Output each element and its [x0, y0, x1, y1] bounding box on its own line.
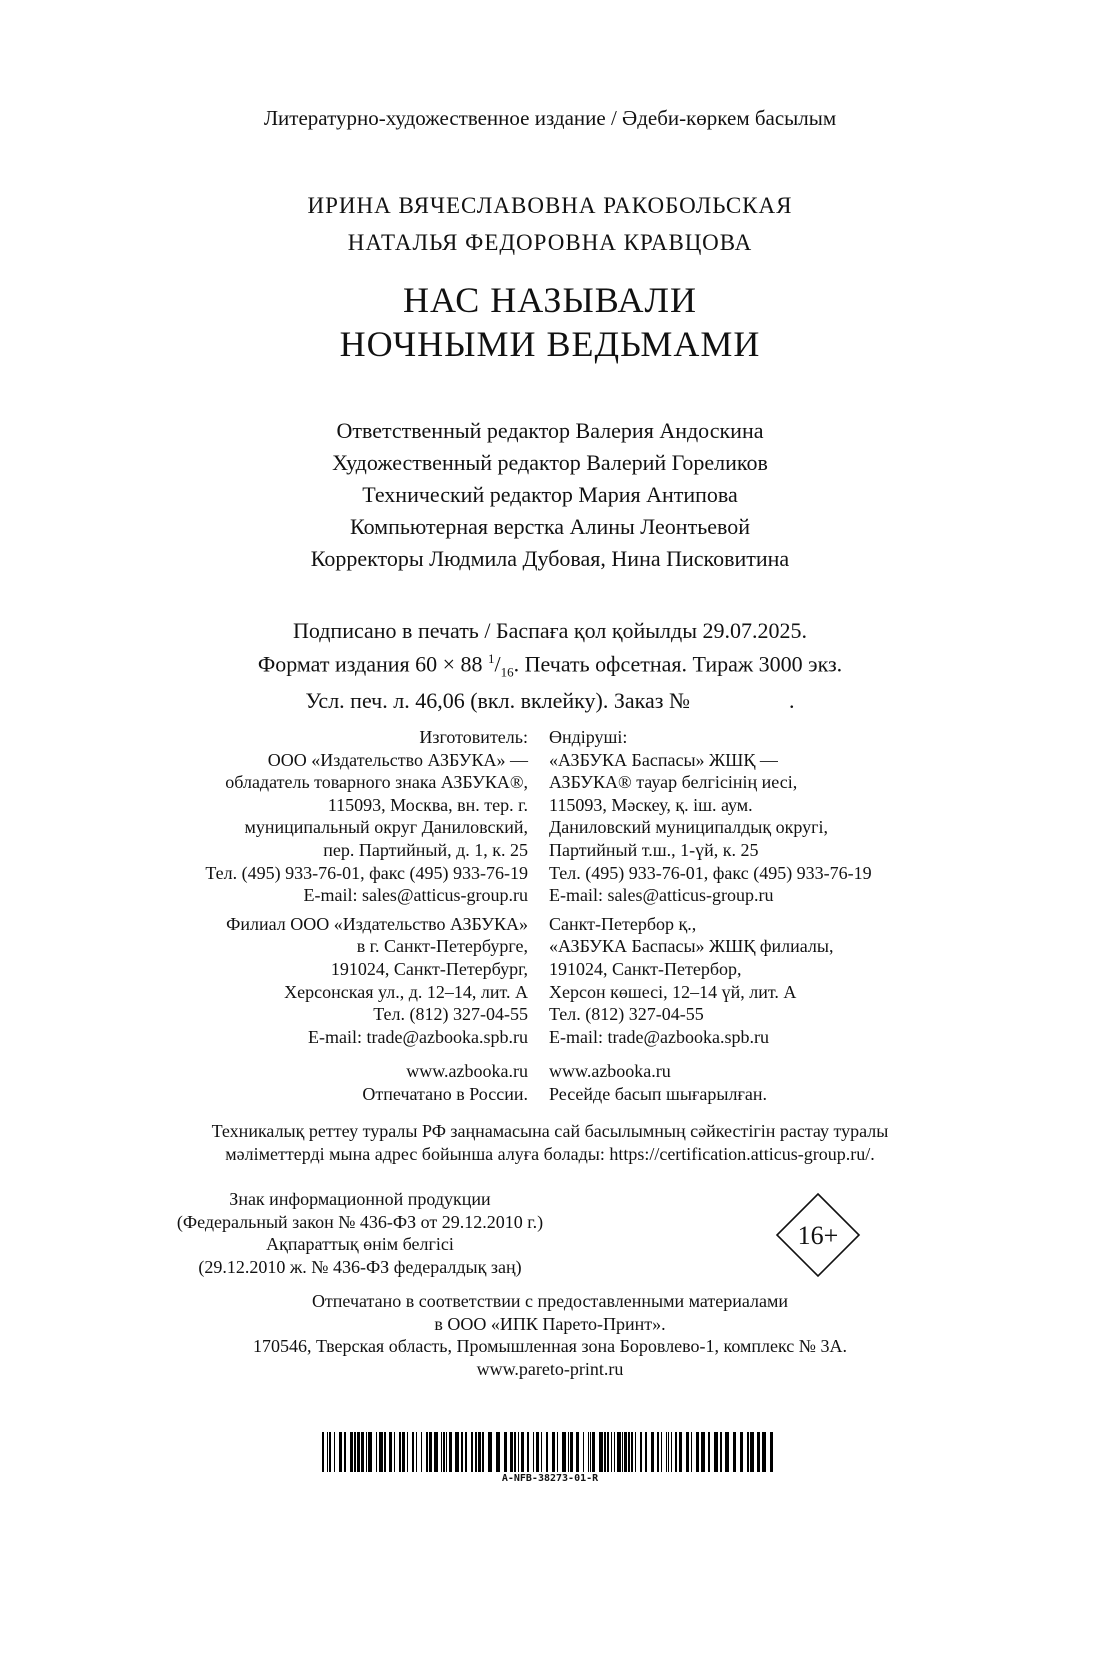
barcode-bar: [461, 1432, 463, 1472]
barcode-bar: [720, 1432, 722, 1472]
format-numerator: 1: [488, 651, 495, 666]
barcode-bar: [482, 1432, 484, 1472]
barcode-bar: [599, 1432, 603, 1472]
barcode-bar: [611, 1432, 612, 1472]
barcode-bar: [527, 1432, 529, 1472]
barcode-bar: [434, 1432, 438, 1472]
barcode-bar: [675, 1432, 677, 1472]
printer-line: 170546, Тверская область, Промышленная зона Боровлево-1, комплекс № 3А.: [253, 1336, 847, 1356]
order-line: Усл. печ. л. 46,06 (вкл. вклейку). Заказ № .: [305, 687, 795, 713]
info-sign-line: (29.12.2010 ж. № 436-ФЗ федералдық заң): [198, 1256, 522, 1277]
branch-ru-line: Херсонская ул., д. 12–14, лит. А: [284, 981, 528, 1002]
barcode-bar: [576, 1432, 579, 1472]
barcode-bar: [645, 1432, 647, 1472]
manufacturer-kz-line: Даниловский муниципалдық округі,: [549, 817, 828, 838]
branch-ru-line: E-mail: trade@azbooka.spb.ru: [308, 1026, 528, 1047]
barcode-bar: [471, 1432, 473, 1472]
barcode-bar: [661, 1432, 662, 1472]
book-title-line-2: НОЧНЫМИ ВЕДЬМАМИ: [339, 324, 761, 364]
barcode-bar: [657, 1432, 659, 1472]
credit-line: Технический редактор Мария Антипова: [362, 482, 738, 507]
manufacturer-ru-line: пер. Партийный, д. 1, к. 25: [323, 839, 528, 860]
barcode-bar: [733, 1432, 736, 1472]
barcode-bar: [546, 1432, 548, 1472]
barcode-bar: [624, 1432, 627, 1472]
footer-kz-line: Ресейде басып шығарылған.: [549, 1083, 767, 1104]
barcode-bar: [541, 1432, 542, 1472]
barcode-bar: [747, 1432, 749, 1472]
credit-line: Ответственный редактор Валерия Андоскина: [336, 418, 764, 443]
barcode-bar: [552, 1432, 555, 1472]
barcode-bar: [361, 1432, 364, 1472]
manufacturer-ru-line: муниципальный округ Даниловский,: [244, 817, 528, 838]
footer-ru-line: Отпечатано в России.: [362, 1083, 528, 1104]
manufacturer-kz-line: 115093, Мәскеу, қ. іш. аум.: [549, 794, 753, 815]
barcode-bar: [441, 1432, 442, 1472]
credit-line: Художественный редактор Валерий Гореликов: [332, 450, 768, 475]
format-denominator: 16: [500, 664, 514, 680]
manufacturer-ru-line: ООО «Издательство АЗБУКА» —: [267, 749, 528, 770]
barcode-bar: [604, 1432, 606, 1472]
branch-kz-line: E-mail: trade@azbooka.spb.ru: [549, 1026, 769, 1047]
barcode-bar: [339, 1432, 342, 1472]
barcode-bar: [496, 1432, 500, 1472]
barcode-bar: [725, 1432, 729, 1472]
barcode-bar: [514, 1432, 516, 1472]
format-prefix: Формат издания 60 × 88: [257, 651, 489, 677]
barcode-bar: [668, 1432, 669, 1472]
barcode-bar: [488, 1432, 492, 1472]
barcode-bar: [570, 1432, 573, 1472]
credit-line: Компьютерная верстка Алины Леонтьевой: [349, 514, 751, 539]
barcode-bar: [757, 1432, 760, 1472]
barcode-bar: [628, 1432, 630, 1472]
barcode-bar: [354, 1432, 356, 1472]
manufacturer-kz-line: E-mail: sales@atticus-group.ru: [549, 885, 774, 906]
barcode-bar: [568, 1432, 569, 1472]
barcode-bar: [412, 1432, 414, 1472]
printer-line: www.pareto-print.ru: [476, 1358, 624, 1379]
barcode-bar: [384, 1432, 386, 1472]
author-2: НАТАЛЬЯ ФЕДОРОВНА КРАВЦОВА: [347, 230, 753, 255]
barcode-bar: [344, 1432, 346, 1472]
manufacturer-ru-line: Тел. (495) 933-76-01, факс (495) 933-76-19: [205, 862, 528, 883]
barcode-bar: [394, 1432, 395, 1472]
barcode-bar: [590, 1432, 591, 1472]
branch-kz-line: «АЗБУКА Баспасы» ЖШҚ филиалы,: [549, 936, 834, 957]
manufacturer-kz-line: Партийный т.ш., 1-үй, к. 25: [549, 839, 759, 860]
barcode-bar: [368, 1432, 372, 1472]
credits: [0, 415, 1100, 575]
information-product-sign: [0, 1188, 720, 1278]
branch-ru-line: 191024, Санкт-Петербург,: [330, 958, 528, 979]
branch-kz-line: 191024, Санкт-Петербор,: [549, 958, 742, 979]
branch-kz-line: Санкт-Петербор қ.,: [549, 913, 697, 934]
barcode-bar: [334, 1432, 335, 1472]
manufacturer-kz-line: «АЗБУКА Баспасы» ЖШҚ —: [549, 749, 778, 770]
barcode-bar: [407, 1432, 408, 1472]
printer-line: в ООО «ИПК Парето-Принт».: [434, 1313, 666, 1334]
barcode-bar: [518, 1432, 519, 1472]
certification-notice: [0, 1120, 1100, 1166]
barcode: [322, 1432, 778, 1472]
barcode-bar: [696, 1432, 699, 1472]
barcode-bar: [640, 1432, 642, 1472]
barcode-bar: [322, 1432, 324, 1472]
barcode-bar: [770, 1432, 773, 1472]
barcode-bar: [588, 1432, 589, 1472]
barcode-bar: [455, 1432, 459, 1472]
branch-ru-line: Тел. (812) 327-04-55: [373, 1004, 528, 1025]
barcode-bar: [402, 1432, 405, 1472]
manufacturer-ru-line: Изготовитель:: [419, 727, 528, 747]
barcode-bar: [562, 1432, 566, 1472]
barcode-bar: [607, 1432, 609, 1472]
info-sign-line: Ақпараттық өнім белгісі: [266, 1234, 454, 1254]
barcode-bar: [376, 1432, 377, 1472]
barcode-bar: [592, 1432, 595, 1472]
barcode-bar: [686, 1432, 689, 1472]
printer-info: [0, 1290, 1100, 1380]
barcode-bar: [631, 1432, 633, 1472]
manufacturer-ru-line: 115093, Москва, вн. тер. г.: [327, 794, 528, 815]
notice-line: мәліметтерді мына адрес бойынша алуға болады: https://certification.atticus-group.ru/.: [225, 1144, 875, 1164]
age-rating-badge: [775, 1192, 861, 1278]
manufacturer-kz-line: Өндіруші:: [549, 727, 628, 747]
info-sign-line: Знак информационной продукции: [229, 1189, 491, 1209]
barcode-bar: [617, 1432, 621, 1472]
barcode-bar: [350, 1432, 353, 1472]
barcode-bar: [426, 1432, 428, 1472]
barcode-bar: [429, 1432, 432, 1472]
notice-line: Техникалық реттеу туралы РФ заңнамасына сай басылымның сәйкестігін растау туралы: [211, 1121, 889, 1141]
barcode-bar: [379, 1432, 383, 1472]
age-rating-text: 16+: [797, 1221, 839, 1250]
footer-ru-line: www.azbooka.ru: [406, 1061, 528, 1082]
barcode-bar: [475, 1432, 477, 1472]
footer-kz-line: www.azbooka.ru: [549, 1061, 671, 1082]
barcode-bar: [521, 1432, 524, 1472]
barcode-bar: [504, 1432, 507, 1472]
barcode-bar: [701, 1432, 705, 1472]
manufacturer-ru-line: E-mail: sales@atticus-group.ru: [303, 885, 528, 906]
format-line: Формат издания 60 × 88 $^1/_{16}$. Печать офсетная. Тираж 3000 экз.: [257, 651, 843, 680]
barcode-bar: [329, 1432, 331, 1472]
barcode-bar: [533, 1432, 534, 1472]
barcode-bar: [366, 1432, 367, 1472]
barcode-bar: [651, 1432, 654, 1472]
barcode-bar: [465, 1432, 467, 1472]
format-suffix: . Печать офсетная. Тираж 3000 экз.: [513, 651, 843, 677]
barcode-bar: [327, 1432, 328, 1472]
barcode-bar: [740, 1432, 743, 1472]
barcode-bar: [389, 1432, 392, 1472]
barcode-bar: [714, 1432, 718, 1472]
print-info: [0, 617, 1100, 715]
branch-ru-line: в г. Санкт-Петербурге,: [356, 936, 528, 957]
barcode-bar: [750, 1432, 754, 1472]
barcode-bar: [762, 1432, 766, 1472]
barcode-bar: [691, 1432, 692, 1472]
barcode-bar: [536, 1432, 539, 1472]
barcode-bar: [622, 1432, 623, 1472]
publisher-info-russian: [205, 726, 528, 1106]
credit-line: Корректоры Людмила Дубовая, Нина Писковитина: [310, 546, 790, 571]
edition-type: Литературно-художественное издание / Әдеби-көркем басылым: [263, 106, 837, 130]
book-title-line-1: НАС НАЗЫВАЛИ: [403, 280, 697, 320]
barcode-bar: [679, 1432, 682, 1472]
barcode-bar: [446, 1432, 447, 1472]
author-1: ИРИНА ВЯЧЕСЛАВОВНА РАКОБОЛЬСКАЯ: [307, 193, 793, 218]
barcode-bar: [666, 1432, 667, 1472]
info-sign-line: (Федеральный закон № 436-ФЗ от 29.12.2010 г.): [176, 1211, 544, 1232]
barcode-bar: [557, 1432, 558, 1472]
barcode-bar: [449, 1432, 452, 1472]
branch-kz-line: Тел. (812) 327-04-55: [549, 1004, 704, 1025]
barcode-bar: [478, 1432, 481, 1472]
manufacturer-kz-line: АЗБУКА® тауар белгісінің иесі,: [549, 772, 798, 793]
barcode-bar: [708, 1432, 710, 1472]
printer-line: Отпечатано в соответствии с предоставленными материалами: [311, 1291, 789, 1311]
barcode-bar: [399, 1432, 401, 1472]
barcode-text: A-NFB-38273-01-R: [501, 1473, 599, 1484]
manufacturer-kz-line: Тел. (495) 933-76-01, факс (495) 933-76-19: [549, 862, 872, 883]
branch-ru-line: Филиал ООО «Издательство АЗБУКА»: [226, 913, 528, 934]
barcode-bar: [443, 1432, 445, 1472]
barcode-bar: [671, 1432, 672, 1472]
publisher-info-kazakh: [549, 726, 872, 1106]
barcode-bar: [416, 1432, 417, 1472]
barcode-bar: [421, 1432, 422, 1472]
signed-to-print: Подписано в печать / Баспаға қол қойылды 29.07.2025.: [292, 618, 808, 643]
barcode-bar: [583, 1432, 584, 1472]
barcode-bar: [357, 1432, 360, 1472]
barcode-bar: [614, 1432, 615, 1472]
barcode-bar: [635, 1432, 636, 1472]
barcode-bar: [510, 1432, 513, 1472]
manufacturer-ru-line: обладатель товарного знака АЗБУКА®,: [225, 772, 528, 793]
branch-kz-line: Херсон көшесі, 12–14 үй, лит. А: [549, 981, 797, 1002]
